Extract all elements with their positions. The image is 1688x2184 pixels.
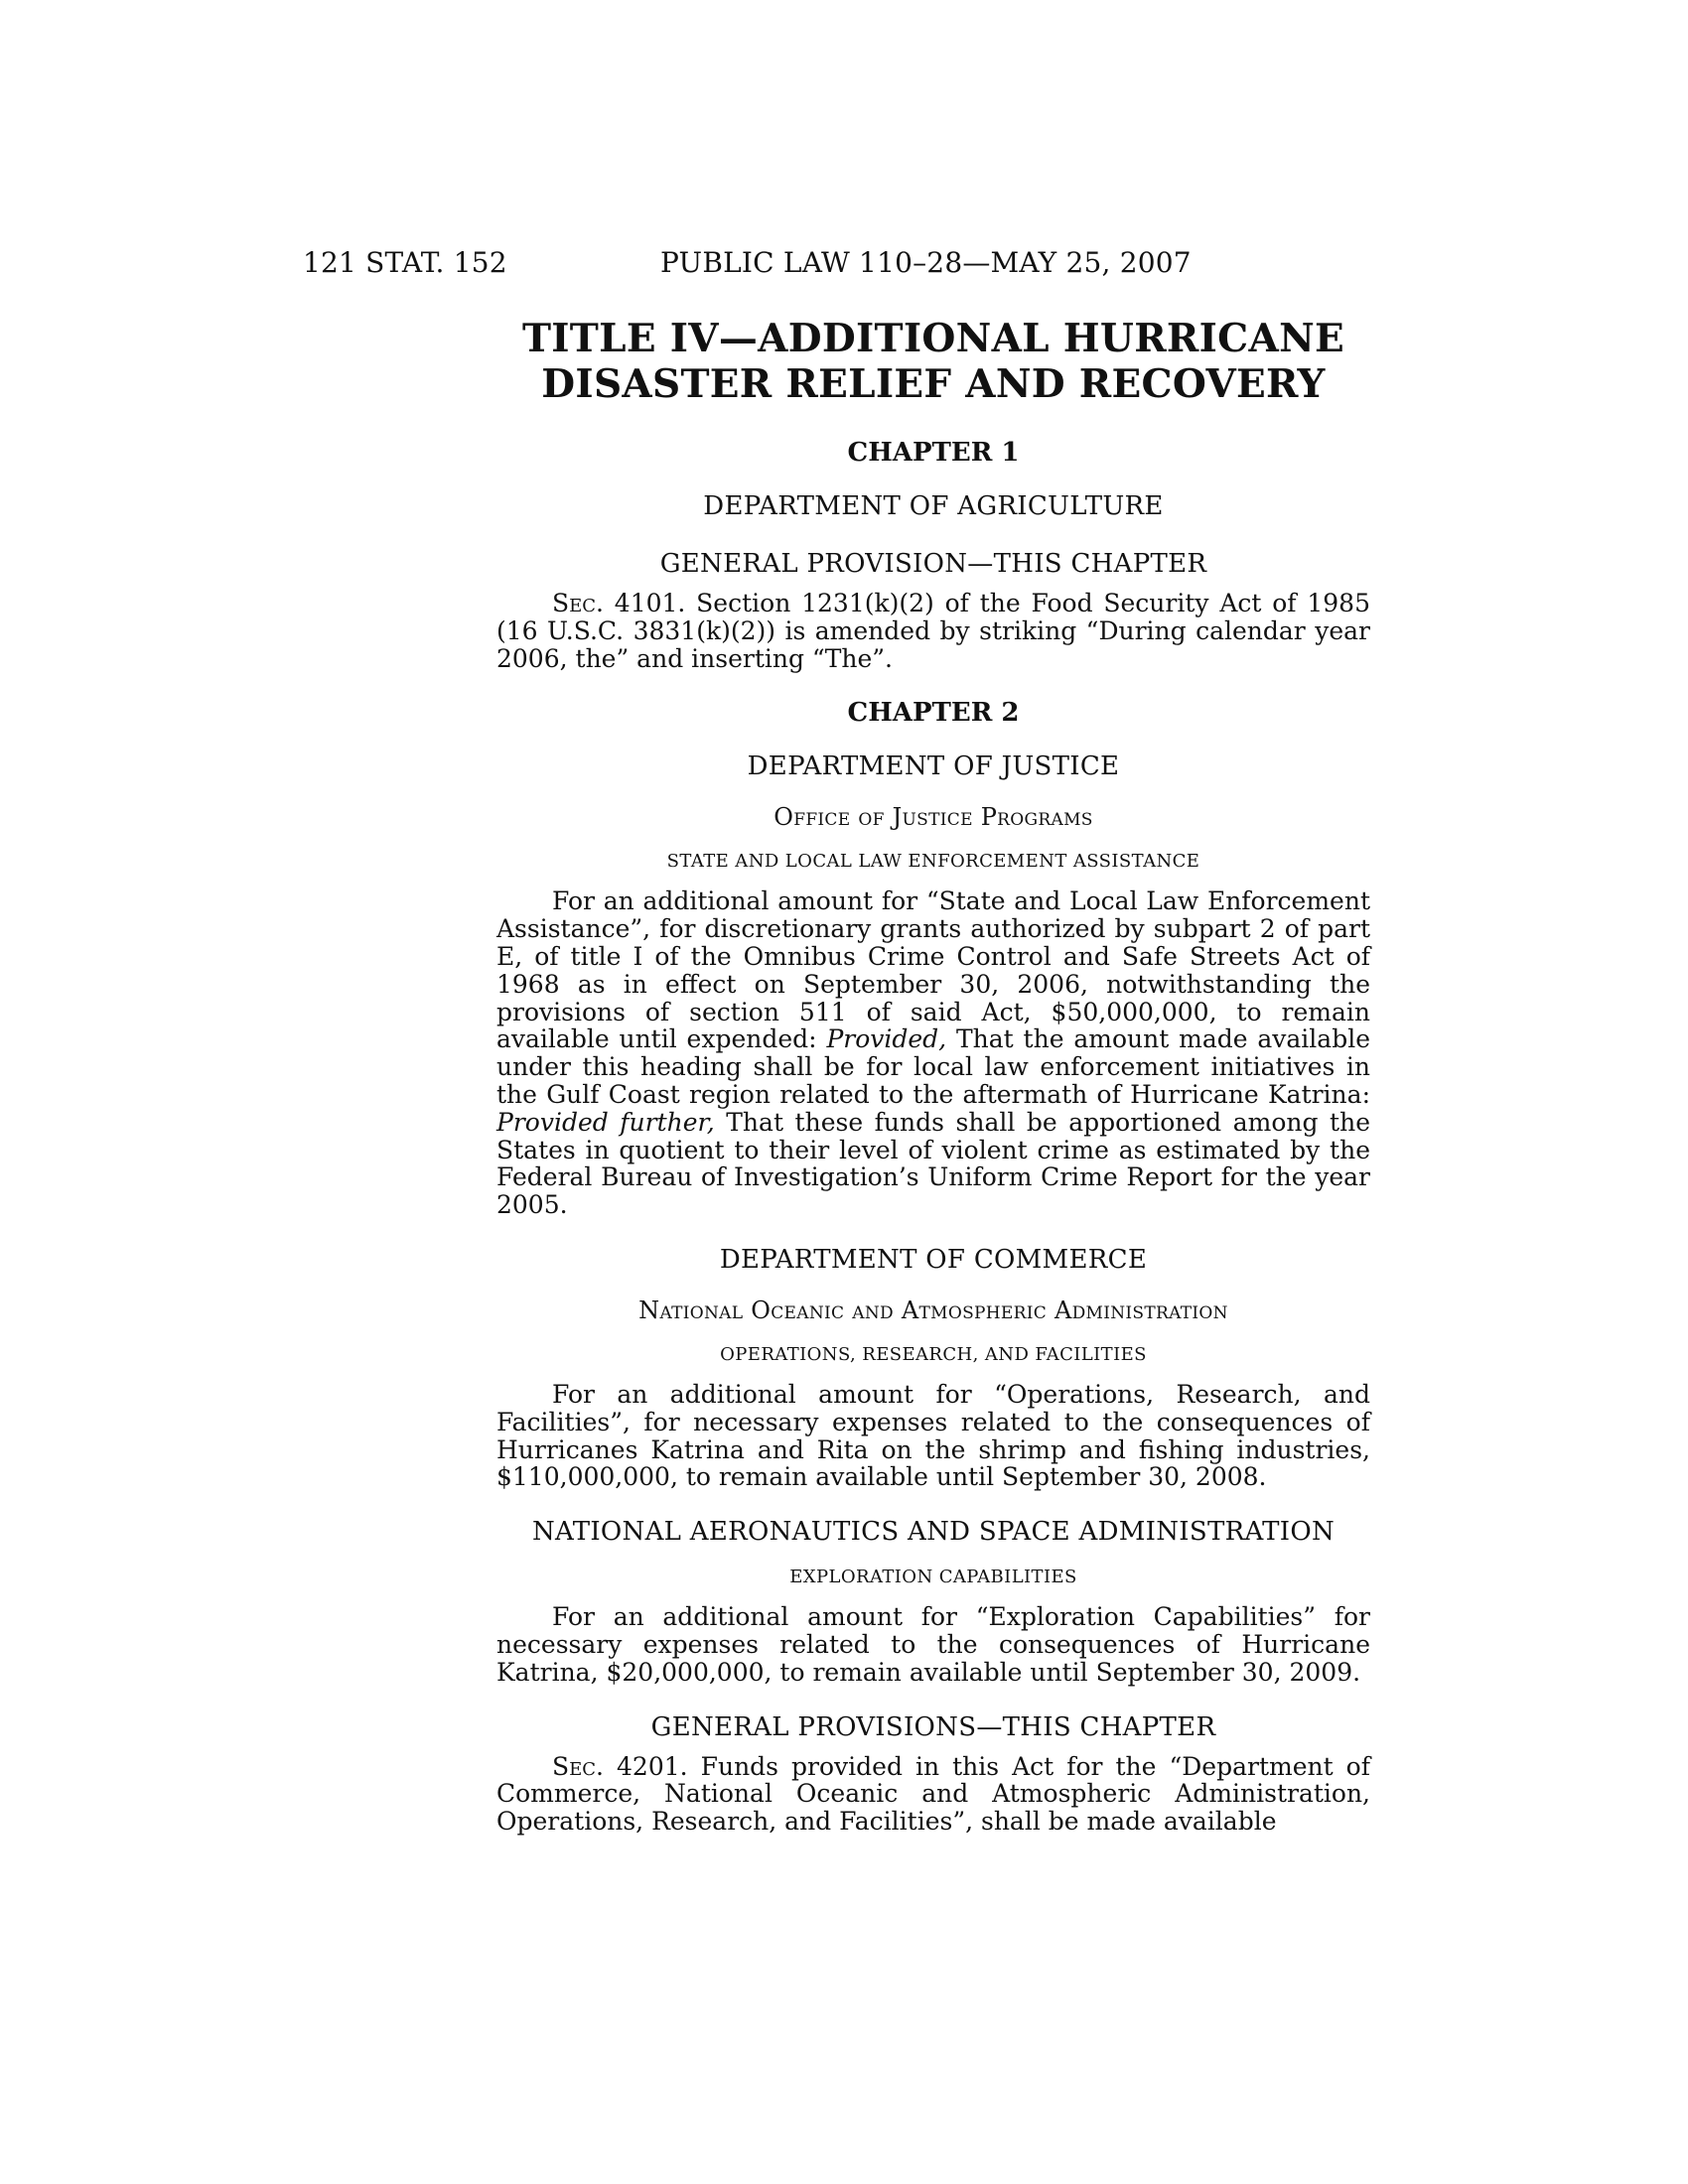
section-4201-paragraph xyxy=(496,1753,1370,1836)
running-head xyxy=(303,246,1375,286)
law-enforcement-text-b: That the amount made available under this heading shall be for local law enforcement initiatives in the Gulf Coast region related to the aftermath of Hurricane Katrina: xyxy=(496,1024,1370,1109)
exploration-capabilities-paragraph: For an additional amount for “Exploration Capabilities” for necessary expenses related to the consequences of Hurricane Katrina, $20,000,000, to remain available until September 30, 2009. xyxy=(496,1602,1370,1687)
public-law-citation: PUBLIC LAW 110–28—MAY 25, 2007 xyxy=(660,246,1192,279)
title-line-2: DISASTER RELIEF AND RECOVERY xyxy=(541,361,1326,407)
office-justice-programs-heading: Office of Justice Programs xyxy=(774,803,1093,832)
text-column xyxy=(496,308,1370,1860)
general-provision-heading: GENERAL PROVISION—THIS CHAPTER xyxy=(659,549,1207,579)
title-line-1: TITLE IV—ADDITIONAL HURRICANE xyxy=(521,316,1345,361)
exploration-capabilities-heading: EXPLORATION CAPABILITIES xyxy=(789,1567,1077,1588)
law-enforcement-text-a: For an additional amount for “State and Local Law Enforcement Assistance”, for discretionary grants authorized by subpart 2 of part E, of title I of the Omnibus Crime Control and Safe Streets Act of 1968 as in effect on September 30, 2006, notwithstanding the provisions of section 511 of said Act, $50,000,000, to remain available until expended: xyxy=(496,887,1370,1054)
department-agriculture-heading: DEPARTMENT OF AGRICULTURE xyxy=(703,491,1164,521)
operations-research-facilities-paragraph: For an additional amount for “Operations, Research, and Facilities”, for necessary expenses related to the consequences of Hurricanes Katrina and Rita on the shrimp and fishing industries, $110,000,000, to remain available until September 30, 2008. xyxy=(496,1379,1370,1492)
section-4101-text: Section 1231(k)(2) of the Food Security Act of 1985 (16 U.S.C. 3831(k)(2)) is amended by striking “During calendar year 2006, the” and inserting “The”. xyxy=(496,589,1370,673)
provided-further-proviso: Provided further, xyxy=(496,1107,715,1137)
law-enforcement-text-c: That these funds shall be apportioned among the States in quotient to their level of violent crime as estimated by the Federal Bureau of Investigation’s Uniform Crime Report for the year 2005. xyxy=(496,1107,1370,1220)
department-justice-heading: DEPARTMENT OF JUSTICE xyxy=(747,751,1120,782)
chapter-1-heading: CHAPTER 1 xyxy=(847,438,1020,468)
operations-research-facilities-heading: OPERATIONS, RESEARCH, AND FACILITIES xyxy=(720,1343,1147,1365)
section-4201-label: Sec. 4201. xyxy=(552,1751,688,1781)
law-enforcement-paragraph xyxy=(496,887,1370,1219)
noaa-heading: National Oceanic and Atmospheric Administration xyxy=(638,1296,1228,1324)
title-heading xyxy=(496,316,1370,407)
section-4201-text: Funds provided in this Act for the “Department of Commerce, National Oceanic and Atmospheric Administration, Operations, Research, and Facilities”, shall be made available xyxy=(496,1751,1370,1837)
provided-proviso: Provided, xyxy=(826,1024,947,1054)
section-4101-paragraph xyxy=(496,590,1370,672)
state-local-law-enforcement-heading: STATE AND LOCAL LAW ENFORCEMENT ASSISTANCE xyxy=(666,851,1200,873)
general-provisions-heading: GENERAL PROVISIONS—THIS CHAPTER xyxy=(650,1711,1216,1742)
department-commerce-heading: DEPARTMENT OF COMMERCE xyxy=(719,1244,1148,1275)
stat-page-number: 121 STAT. 152 xyxy=(303,246,507,279)
chapter-2-heading: CHAPTER 2 xyxy=(847,698,1020,729)
section-4101-label: Sec. 4101. xyxy=(552,589,686,617)
nasa-heading: NATIONAL AERONAUTICS AND SPACE ADMINISTRATION xyxy=(531,1517,1336,1548)
